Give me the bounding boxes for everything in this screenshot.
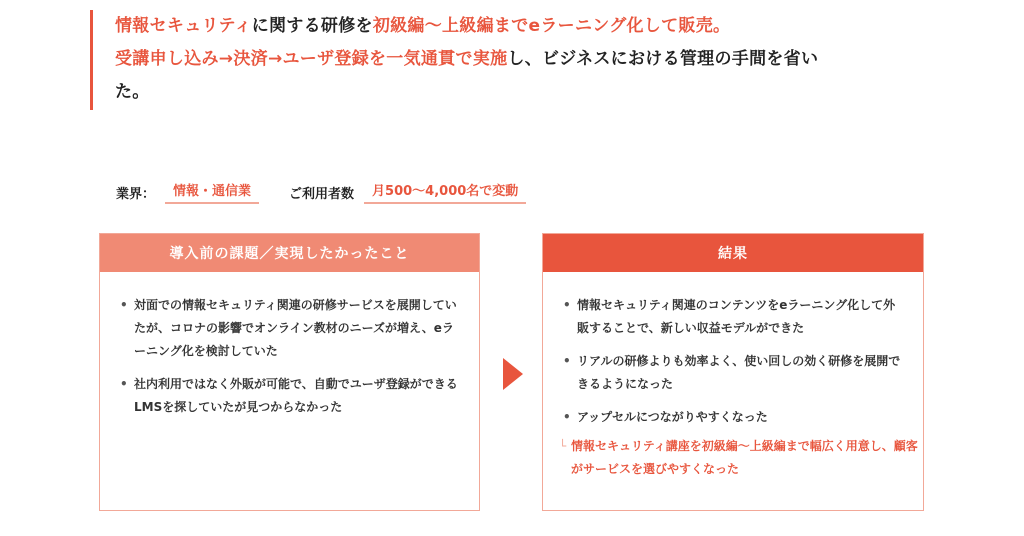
right-triangle-arrow-icon <box>503 358 523 390</box>
result-sub-note <box>543 435 923 481</box>
headline-highlight-scope: 初級編〜上級編までeラーニング化して販売。 <box>372 16 731 36</box>
list-item: • 情報セキュリティ関連のコンテンツをeラーニング化して外販することで、新しい収益モデルができた <box>561 294 905 340</box>
result-card-title: 結果 <box>543 234 923 272</box>
users-label: ご利用者数 <box>289 186 355 202</box>
sub-note-text: 情報セキュリティ講座を初級編〜上級編まで幅広く用意し、顧客がサービスを選びやすくなった <box>571 439 918 476</box>
list-item: • リアルの研修よりも効率よく、使い回しの効く研修を展開できるようになった <box>561 350 905 396</box>
headline-line-1 <box>115 10 930 43</box>
industry-label: 業界： <box>116 186 156 202</box>
case-meta <box>116 180 556 204</box>
headline-text-rest: し、ビジネスにおける管理の手間を省い <box>507 49 819 69</box>
headline-text: に関する研修を <box>251 16 373 36</box>
result-card <box>542 233 924 511</box>
list-item: • 社内利用ではなく外販が可能で、自動でユーザ登録ができるLMSを探していたが見つからなかった <box>118 373 461 419</box>
headline-highlight-topic: 情報セキュリティ <box>115 16 252 36</box>
list-item: • アップセルにつながりやすくなった <box>561 406 905 429</box>
before-list <box>100 272 479 419</box>
list-item: • 対面での情報セキュリティ関連の研修サービスを展開していたが、コロナの影響でオンライン教材のニーズが増え、eラーニング化を検討していた <box>118 294 461 363</box>
before-card-title: 導入前の課題／実現したかったこと <box>100 234 479 272</box>
sub-branch-icon: └ <box>559 439 567 453</box>
headline-line-3 <box>115 76 930 109</box>
industry-value: 情報・通信業 <box>165 180 259 204</box>
headline-text-end: た。 <box>115 82 150 102</box>
case-headline <box>90 10 930 110</box>
users-value: 月500〜4,000名で変動 <box>364 180 526 204</box>
before-card <box>99 233 480 511</box>
headline-highlight-flow: 受講申し込み→決済→ユーザ登録を一気通貫で実施 <box>115 49 508 69</box>
headline-line-2 <box>115 43 930 76</box>
result-list <box>543 272 923 429</box>
